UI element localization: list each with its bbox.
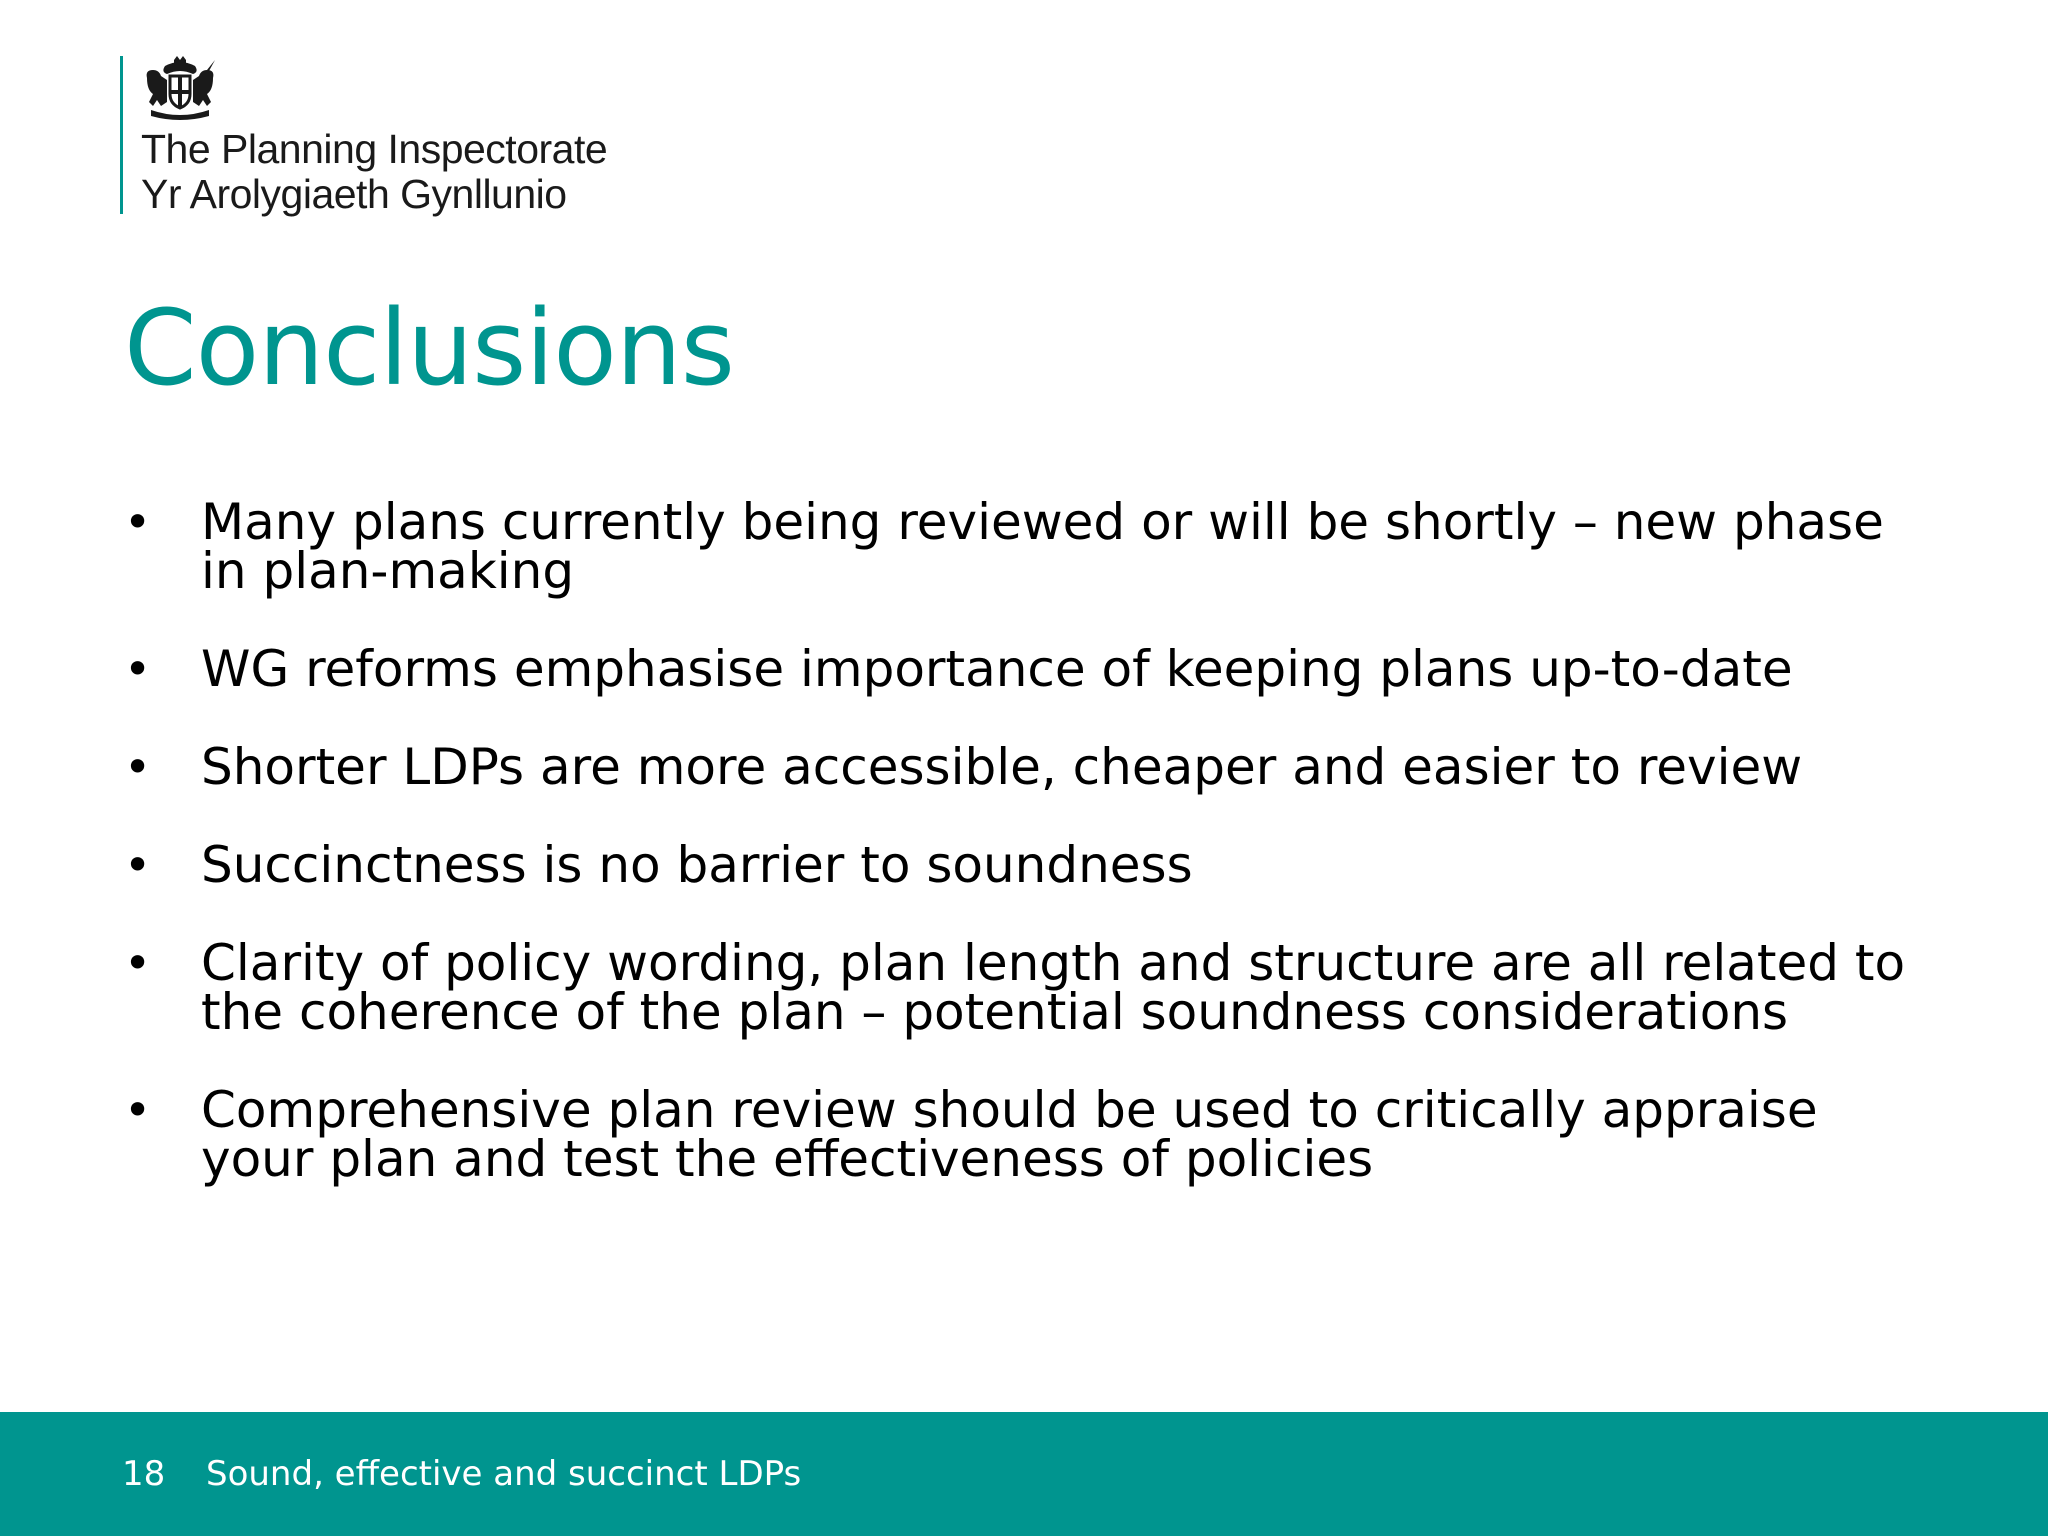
organisation-logo — [120, 56, 608, 217]
list-item — [124, 738, 1924, 796]
footer-title: Sound, effective and succinct LDPs — [206, 1454, 802, 1494]
bullet-marker: • — [124, 495, 152, 549]
list-item — [124, 493, 1924, 600]
logo-text-welsh: Yr Arolygiaeth Gynllunio — [141, 171, 567, 217]
bullet-marker: • — [124, 936, 152, 990]
list-item-text: Many plans currently being reviewed or will be shortly – new phase in plan-making — [201, 493, 1884, 600]
list-item-text: WG reforms emphasise importance of keeping plans up-to-date — [201, 640, 1793, 698]
list-item — [124, 934, 1924, 1041]
list-item-text: Comprehensive plan review should be used to critically appraise your plan and test the effectiveness of policies — [201, 1081, 1818, 1188]
list-item-text: Succinctness is no barrier to soundness — [201, 836, 1193, 894]
bullet-list — [124, 493, 1924, 1233]
slide-title: Conclusions — [124, 287, 734, 409]
page-number: 18 — [122, 1454, 166, 1494]
bullet-marker: • — [124, 838, 152, 892]
bullet-marker: • — [124, 642, 152, 696]
list-item — [124, 1081, 1924, 1188]
footer-bar — [0, 1412, 2048, 1536]
list-item-text: Clarity of policy wording, plan length and structure are all related to the coherence of the plan – potential soundness considerations — [201, 934, 1906, 1041]
bullet-marker: • — [124, 1083, 152, 1137]
logo-text-english: The Planning Inspectorate — [141, 126, 608, 172]
bullet-marker: • — [124, 740, 152, 794]
list-item — [124, 836, 1924, 894]
royal-coat-of-arms-icon — [141, 56, 219, 120]
list-item — [124, 640, 1924, 698]
list-item-text: Shorter LDPs are more accessible, cheaper and easier to review — [201, 738, 1803, 796]
